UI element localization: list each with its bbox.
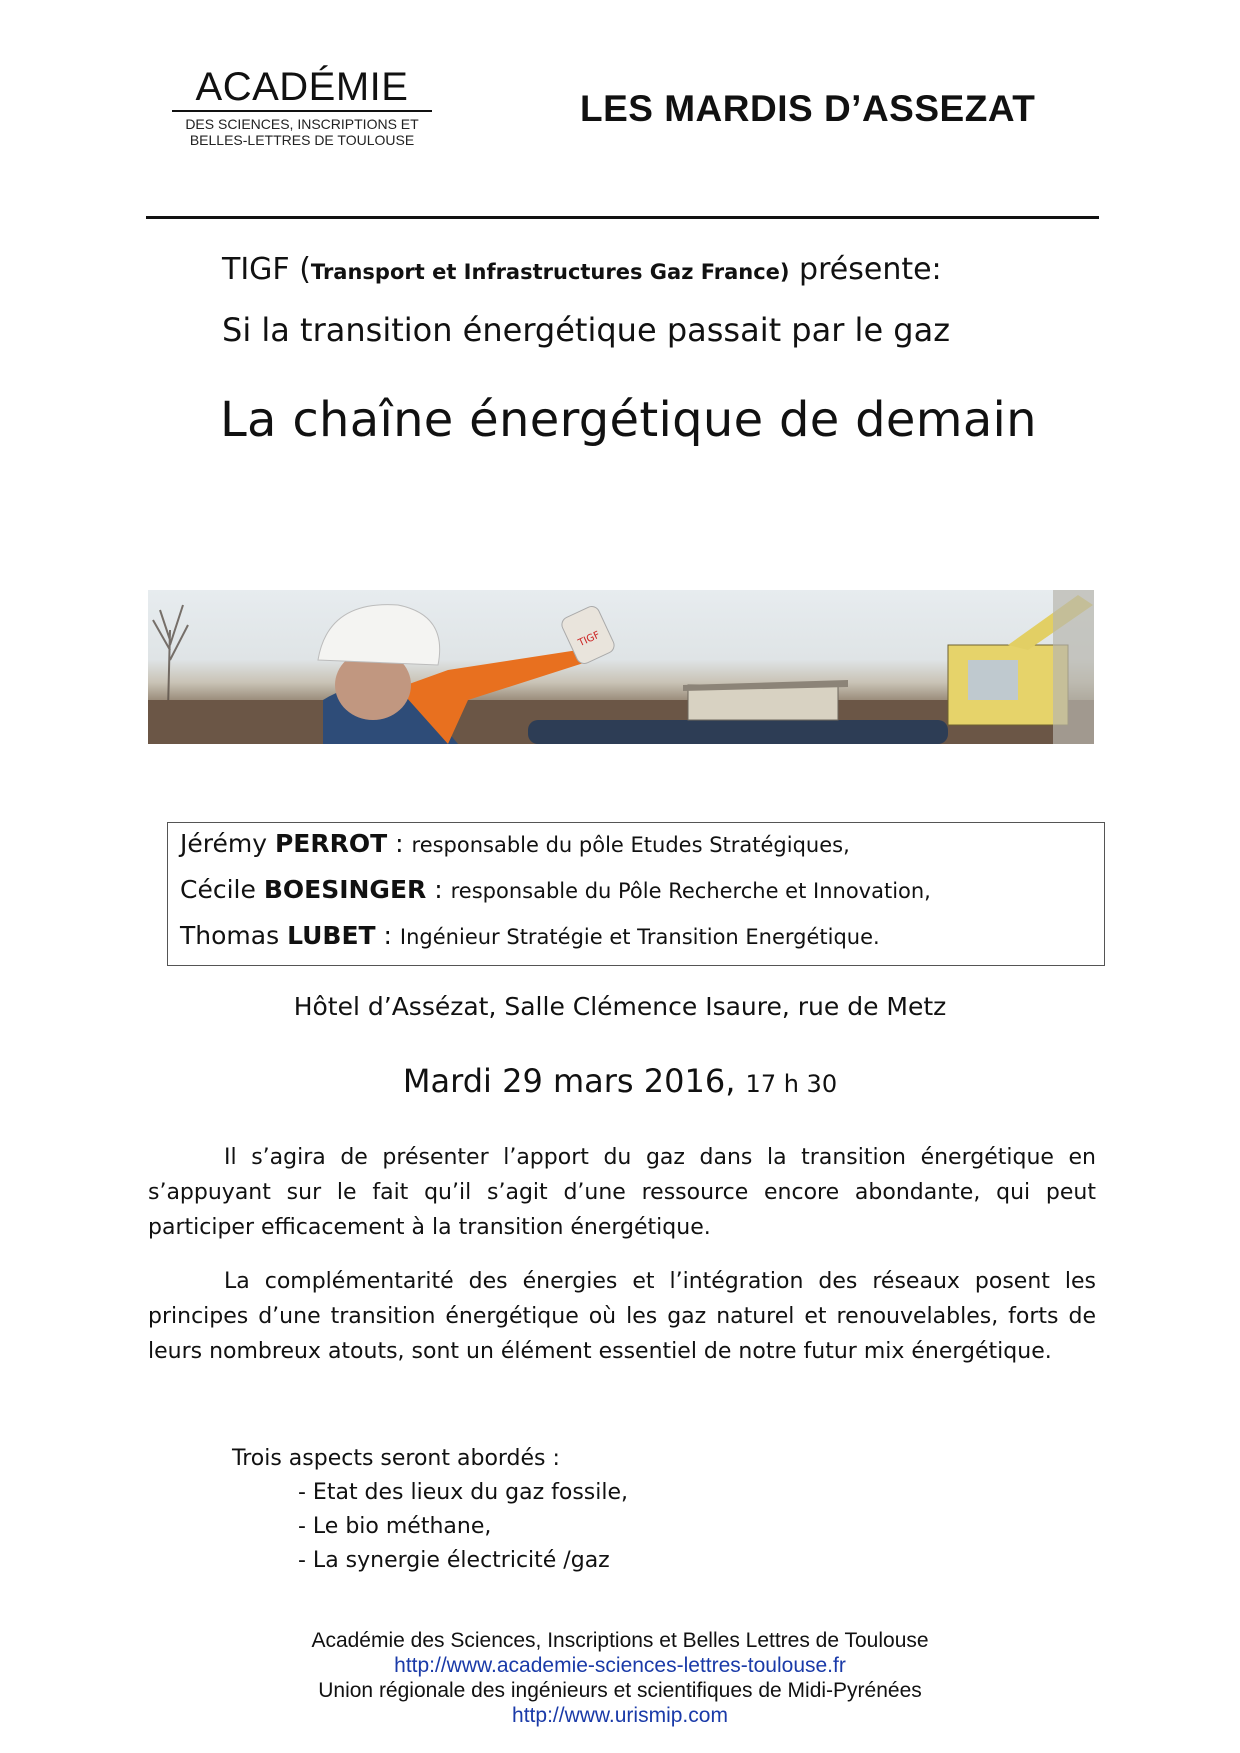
event-time: 17 h 30 [745,1070,838,1098]
excavator [948,590,1094,744]
footer-link-urismip[interactable]: http://www.urismip.com [512,1704,728,1727]
page-title: La chaîne énergétique de demain [220,392,1037,448]
list-item: - La synergie électricité /gaz [298,1548,610,1573]
list-item: - Etat des lieux du gaz fossile, [298,1480,628,1505]
speaker-sep: : [387,829,412,858]
presenter-line [222,252,942,287]
footer-org-1: Académie des Sciences, Inscriptions et Belles Lettres de Toulouse [311,1629,929,1652]
paragraph-text: Il s’agira de présenter l’apport du gaz dans la transition énergétique en s’appuyant sur le fait qu’il s’agit d’une ressource encore abondante, qui peut participer efficacement à la transition énergétique. [148,1145,1096,1240]
aspects-intro: Trois aspects seront abordés : [232,1446,560,1471]
speaker-sep: : [375,921,400,950]
footer [0,1628,1240,1728]
footer-org-2: Union régionale des ingénieurs et scientifiques de Midi-Pyrénées [318,1679,922,1702]
speaker-2 [180,875,931,904]
event-date [0,1062,1240,1100]
logo-line-2: BELLES-LETTRES DE TOULOUSE [189,132,415,148]
header-divider [146,216,1099,219]
speaker-role: responsable du pôle Etudes Stratégiques, [411,833,850,857]
presenter-org-full: Transport et Infrastructures Gaz France) [310,260,790,284]
speaker-role: Ingénieur Stratégie et Transition Energétique. [399,925,880,949]
academie-logo [172,66,432,148]
logo-line-1: DES SCIENCES, INSCRIPTIONS ET [185,116,419,132]
gas-pipe [528,720,948,744]
speakers-box [167,822,1105,966]
logo-rule [172,110,432,112]
presents-text: présente: [789,252,942,287]
speaker-role: responsable du Pôle Recherche et Innovation, [450,879,931,903]
description-paragraph-1 [148,1140,1096,1245]
speaker-3 [180,921,880,950]
glove-brand: TIGF [576,629,602,650]
list-item: - Le bio méthane, [298,1514,492,1539]
subtitle: Si la transition énergétique passait par le gaz [222,311,951,349]
event-day: Mardi 29 mars 2016, [402,1062,736,1100]
tree-silhouette [153,605,188,710]
footer-link-academie[interactable]: http://www.academie-sciences-lettres-toulouse.fr [394,1654,846,1677]
series-title: LES MARDIS D’ASSEZAT [580,88,1036,129]
speaker-sep: : [426,875,451,904]
speaker-first-name: Thomas [180,921,288,950]
aspects-list [232,1442,628,1578]
presenter-org: TIGF ( [222,252,311,287]
worker-photo [148,590,1094,744]
speaker-first-name: Cécile [180,875,264,904]
speaker-last-name: PERROT [274,829,388,858]
speaker-first-name: Jérémy [180,829,275,858]
description-paragraph-2 [148,1264,1096,1369]
logo-title: ACADÉMIE [195,65,409,109]
paragraph-text: La complémentarité des énergies et l’intégration des réseaux posent les principes d’une transition énergétique où les gaz naturel et renouvelables, forts de leurs nombreux atouts, sont un élément essentiel de notre futur mix énergétique. [148,1269,1096,1364]
speaker-1 [180,829,850,858]
speaker-last-name: BOESINGER [263,875,427,904]
venue: Hôtel d’Assézat, Salle Clémence Isaure, rue de Metz [293,992,947,1021]
speaker-last-name: LUBET [287,921,376,950]
